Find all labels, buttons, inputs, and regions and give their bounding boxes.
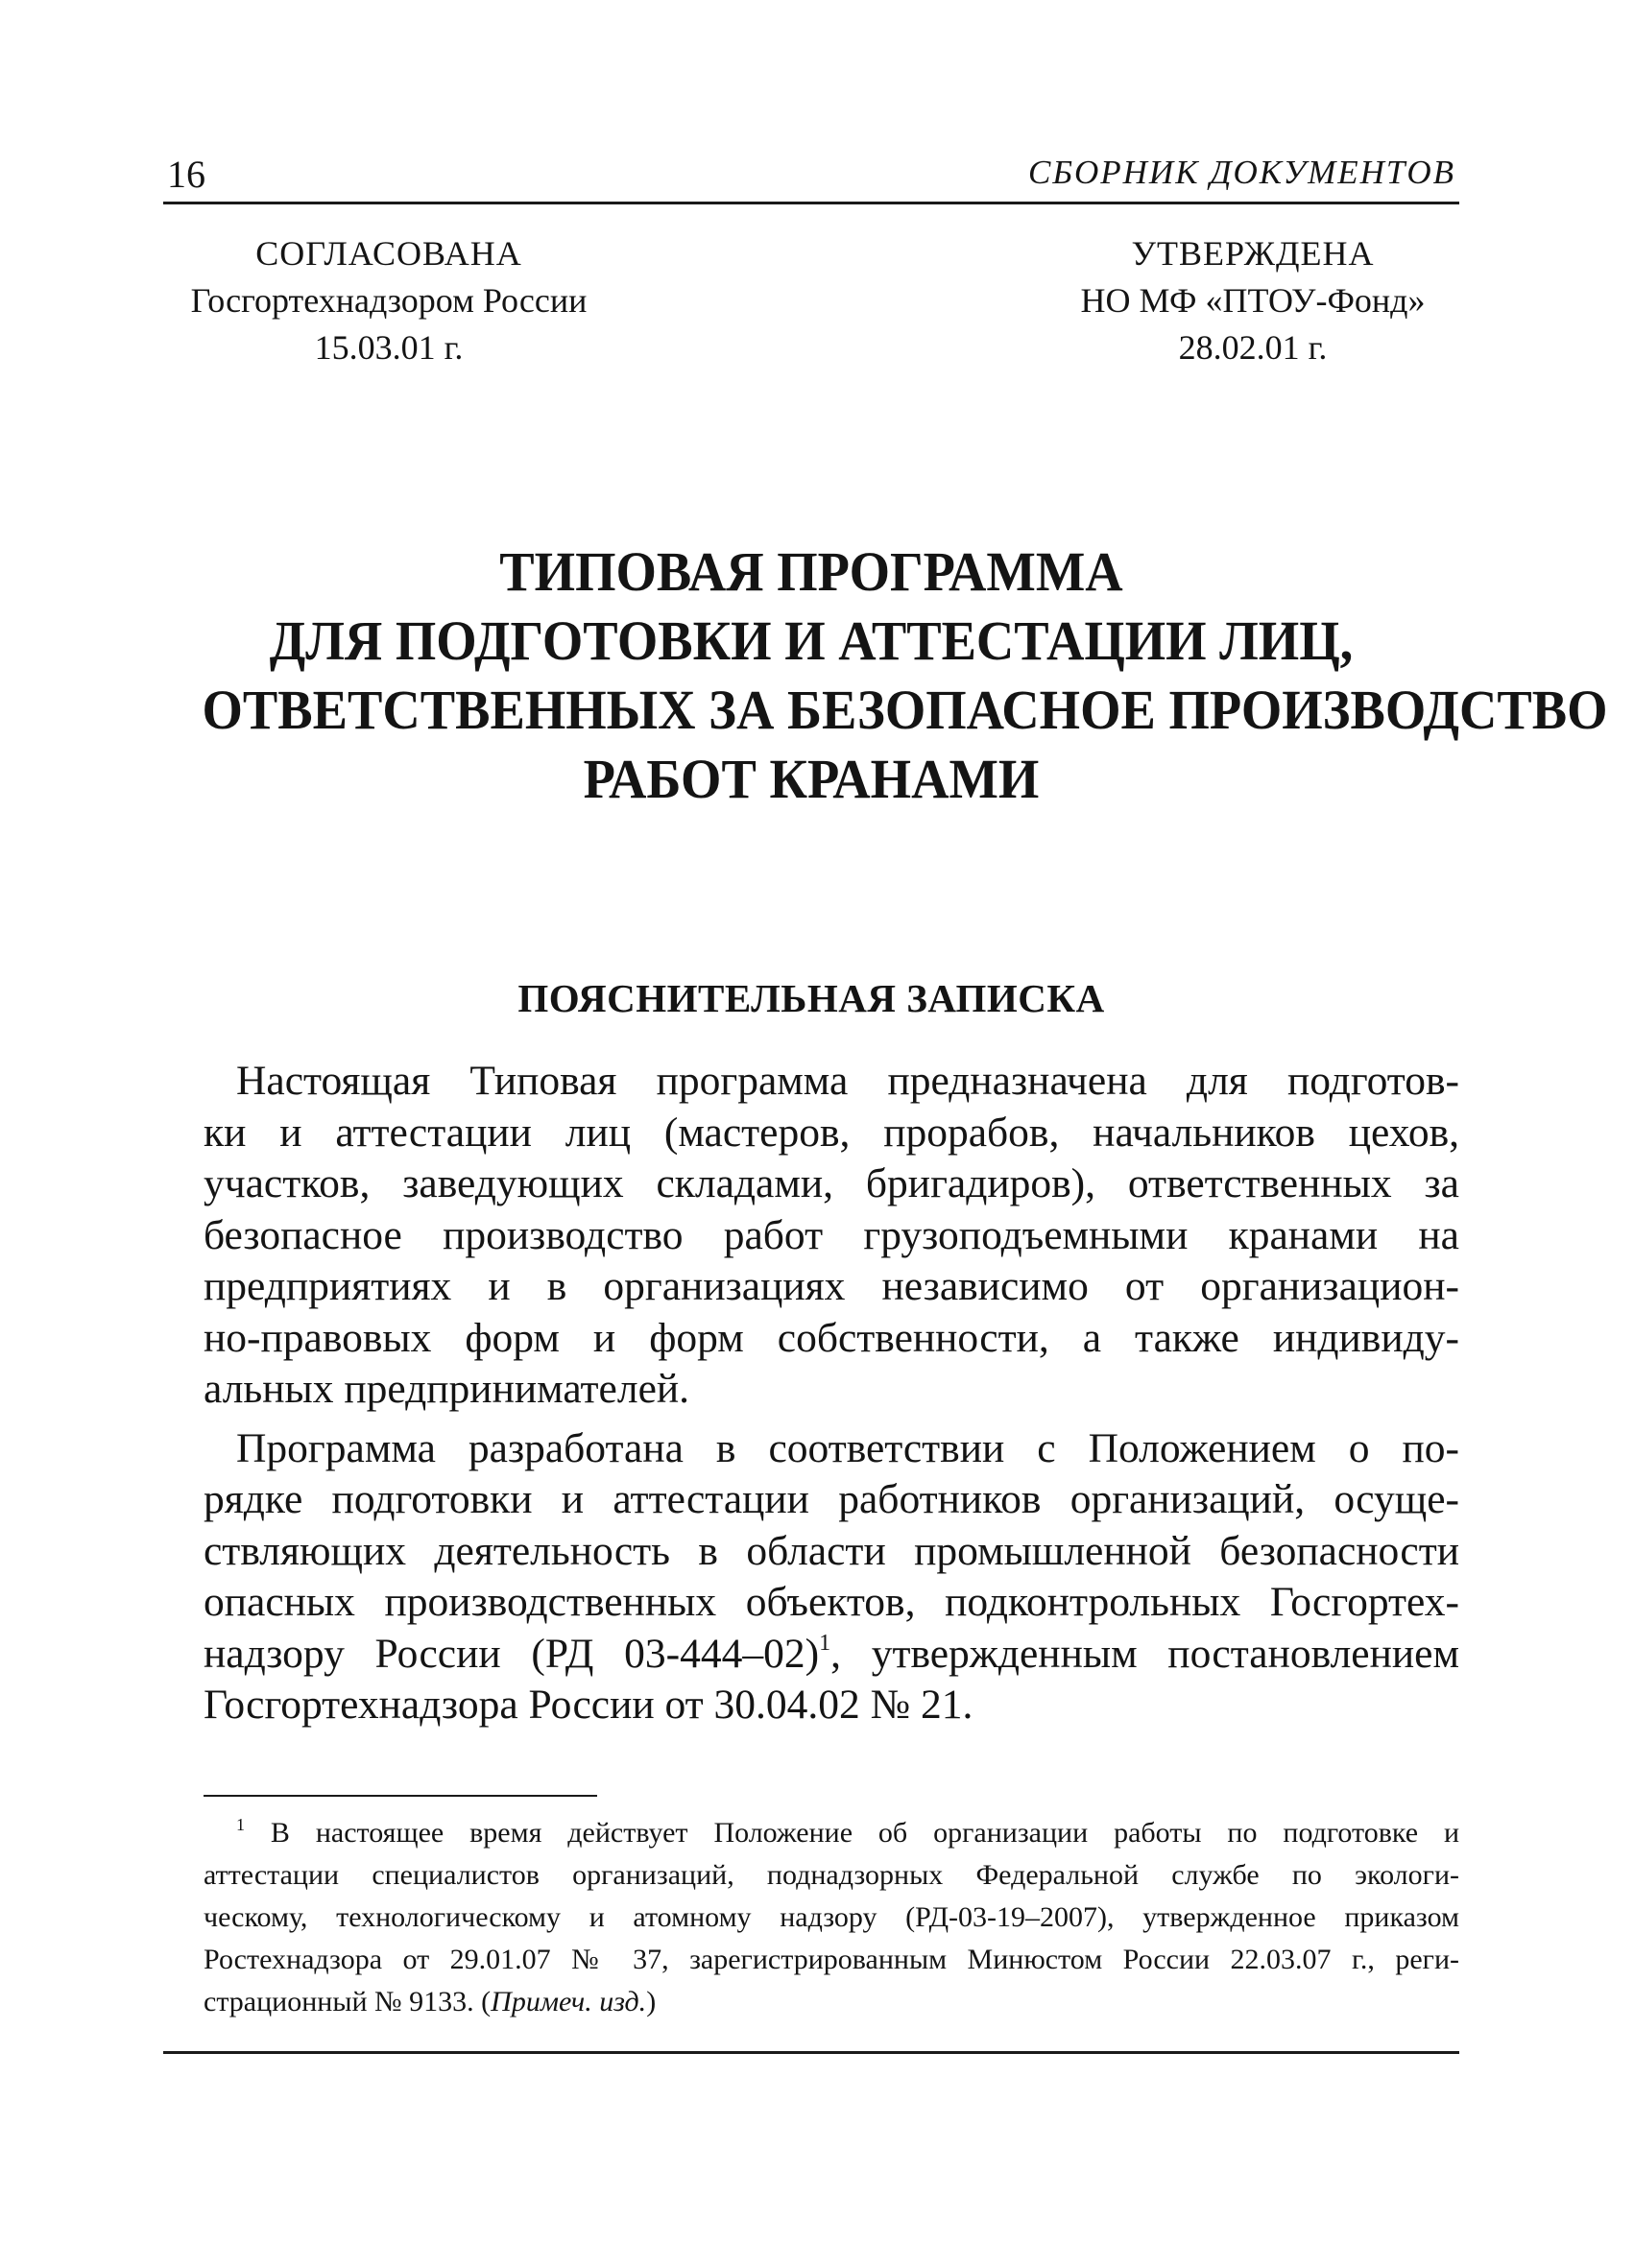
paragraph <box>204 1423 1459 1731</box>
text-fragment: В настоящее время действует Положение об организации работы по подготовке и <box>270 1817 1460 1849</box>
text-line: альных предпринимателей. <box>204 1366 690 1412</box>
text-fragment: надзору России (РД 03-444–02) <box>204 1630 820 1677</box>
paragraph <box>204 1056 1459 1416</box>
explanatory-note-body <box>204 1056 1459 1731</box>
footnote-line: ческому, технологическому и атомному надзору (РД-03-19–2007), утвержденное приказом <box>204 1901 1459 1933</box>
footnote-line: Ростехнадзора от 29.01.07 № 37, зарегистрированным Минюстом России 22.03.07 г., реги- <box>204 1944 1459 1975</box>
text-line: безопасное производство работ грузоподъемными кранами на <box>204 1211 1459 1258</box>
text-line: но-правовых форм и форм собственности, а также индивиду- <box>204 1314 1459 1361</box>
text-line: Программа разработана в соответствии с Положением о по- <box>236 1424 1459 1471</box>
text-line: ствляющих деятельность в области промышленной безопасности <box>204 1527 1459 1574</box>
approval-date: 15.03.01 г. <box>314 328 464 367</box>
title-line: ОТВЕТСТВЕННЫХ ЗА БЕЗОПАСНОЕ ПРОИЗВОДСТВО <box>202 679 1608 741</box>
collection-title: СБОРНИК ДОКУМЕНТОВ <box>1028 154 1455 191</box>
title-line: РАБОТ КРАНАМИ <box>583 748 1040 810</box>
footnote-line <box>204 1981 1459 2023</box>
approval-date: 28.02.01 г. <box>1178 328 1328 367</box>
text-line: рядке подготовки и аттестации работников организаций, осуще- <box>204 1476 1459 1522</box>
text-fragment: страционный № 9133. ( <box>204 1986 492 2017</box>
text-line: предприятиях и в организациях независимо от организацион- <box>204 1263 1459 1309</box>
text-line: ки и аттестации лиц (мастеров, прорабов, начальников цехов, <box>204 1109 1459 1156</box>
text-fragment: ) <box>646 1986 657 2017</box>
text-line: Госгортехнадзора России от 30.04.02 № 21. <box>204 1682 973 1728</box>
text-line: Настоящая Типовая программа предназначена для подготов- <box>236 1058 1459 1104</box>
approval-authority: НО МФ «ПТОУ-Фонд» <box>1080 281 1426 320</box>
text-line <box>204 1629 1459 1681</box>
approval-status: СОГЛАСОВАНА <box>255 234 522 273</box>
approval-authority: Госгортехнадзором России <box>190 281 588 320</box>
approval-block-agreed <box>163 230 614 371</box>
approval-status: УТВЕРЖДЕНА <box>1131 234 1375 273</box>
bottom-rule <box>163 2051 1459 2054</box>
text-line: опасных производственных объектов, подконтрольных Госгортех- <box>204 1579 1459 1625</box>
footnote-line <box>204 1812 1459 1854</box>
approval-block-approved <box>1061 230 1445 371</box>
title-line: ДЛЯ ПОДГОТОВКИ И АТТЕСТАЦИИ ЛИЦ, <box>269 609 1354 672</box>
footnote <box>204 1812 1459 2023</box>
text-fragment: , утвержденным постановлением <box>830 1630 1459 1677</box>
footnote-separator <box>204 1795 597 1797</box>
running-header <box>163 152 1459 204</box>
editor-note: Примеч. изд. <box>491 1986 647 2017</box>
page-number: 16 <box>167 153 205 196</box>
document-title <box>202 537 1608 814</box>
section-heading: ПОЯСНИТЕЛЬНАЯ ЗАПИСКА <box>517 976 1105 1020</box>
footnote-line: аттестации специалистов организаций, поднадзорных Федеральной службе по экологи- <box>204 1859 1459 1891</box>
title-line: ТИПОВАЯ ПРОГРАММА <box>499 540 1123 603</box>
text-line: участков, заведующих складами, бригадиров), ответственных за <box>204 1160 1459 1206</box>
footnote-reference[interactable]: 1 <box>819 1630 831 1656</box>
footnote-marker: 1 <box>236 1815 245 1834</box>
